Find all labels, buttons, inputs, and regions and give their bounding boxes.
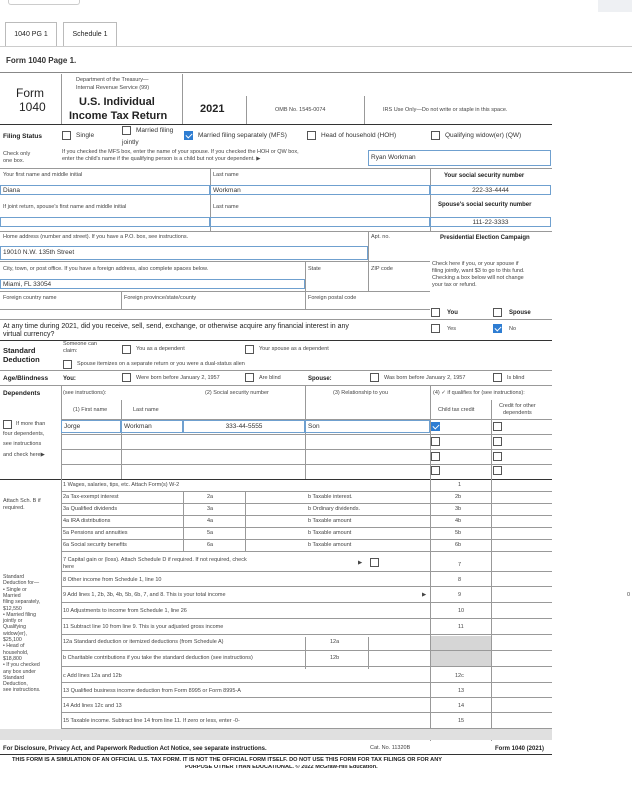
age-blindness-label: Age/Blindness: [3, 375, 49, 382]
sd-sidebar-line: Standard: [3, 574, 25, 580]
line-l6a-label: 6a Social security benefits: [63, 542, 127, 548]
sd-sidebar-line: Married: [3, 592, 21, 599]
spouse-dependent-checkbox[interactable]: [245, 345, 254, 354]
line-l12a-number: 12a: [330, 639, 340, 645]
attach-sch-b-1: Attach Sch. B if: [3, 498, 41, 504]
form-title-2: Income Tax Return: [69, 110, 168, 122]
line-l12c-rule: [61, 682, 552, 683]
address-label: Home address (number and street). If you have a P.O. box, see instructions.: [3, 234, 189, 240]
pec-spouse-checkbox[interactable]: [493, 308, 502, 317]
last-name-field[interactable]: Workman: [210, 185, 430, 195]
hoh-checkbox[interactable]: [307, 131, 316, 140]
dep-col-cod-1: Credit for other: [499, 403, 536, 409]
sd-sidebar-line: • If you checked: [3, 662, 40, 669]
presidential-campaign-label: Presidential Election Campaign: [440, 235, 530, 241]
you-dependent-checkbox[interactable]: [122, 345, 131, 354]
tab-schedule-1[interactable]: Schedule 1: [63, 22, 117, 46]
spouse-last-label: Last name: [213, 204, 239, 210]
line-l11-number: 11: [458, 624, 464, 630]
line-l12a-label: 12a Standard deduction or itemized deductions (from Schedule A): [63, 639, 224, 645]
dependents-see: (see instructions):: [63, 390, 107, 396]
line-l13-number: 13: [458, 688, 465, 694]
someone-can-claim-2: claim:: [63, 348, 78, 354]
simulation-notice-2: PURPOSE OTHER THAN EDUCATIONAL. © 2022 McGraw-Hill Education.: [185, 765, 378, 770]
virtual-currency-question-2: virtual currency?: [3, 331, 55, 338]
sd-sidebar-line: widow(er),: [3, 630, 27, 637]
line-l12b-rule: [61, 666, 552, 667]
line-7-here: here: [63, 564, 75, 570]
age-you-label: You:: [63, 376, 76, 382]
dep-col-ssn: (2) Social security number: [205, 390, 269, 396]
sd-sidebar-line: Deduction,: [3, 681, 28, 688]
tax-year: 2021: [200, 103, 225, 115]
line-l4b-number: 4b: [455, 518, 462, 524]
line-l11-rule: [61, 634, 552, 635]
you-blind-label: Are blind: [259, 375, 281, 381]
line-l2b-number: 2b: [455, 494, 462, 500]
address-field[interactable]: 19010 N.W. 135th Street: [0, 246, 368, 260]
omb-number: OMB No. 1545-0074: [275, 107, 326, 113]
more-dependents-3: see instructions: [3, 441, 42, 447]
line-l13-label: 13 Qualified business income deduction from Form 8995 or Form 8995-A: [63, 688, 241, 694]
line-7-number: 7: [458, 562, 462, 568]
line-l9-rule: [61, 602, 552, 603]
line-l5b-label: b Taxable amount: [308, 530, 352, 536]
dep2-cod-checkbox[interactable]: [493, 437, 502, 446]
line-l14-number: 14: [458, 703, 465, 709]
line-l13-rule: [61, 697, 552, 698]
spouse-blind-label: Is blind: [507, 375, 525, 381]
more-dependents-checkbox[interactable]: [3, 420, 12, 429]
single-checkbox[interactable]: [62, 131, 71, 140]
line-l1-label: 1 Wages, salaries, tips, etc. Attach Form(s) W-2: [63, 482, 180, 488]
line-l14-label: 14 Add lines 12c and 13: [63, 703, 122, 709]
you-blind-checkbox[interactable]: [245, 373, 254, 382]
check-only: Check only: [3, 151, 31, 157]
mfs-note-1: If you checked the MFS box, enter the name of your spouse. If you checked the HOH or QW box,: [62, 149, 299, 155]
form-title-1: U.S. Individual: [79, 96, 155, 108]
line-l12a-rule: [61, 650, 552, 651]
shaded-12a-12b: [431, 636, 491, 667]
dep-col-last: Last name: [133, 407, 159, 413]
city-field[interactable]: Miami, FL 33054: [0, 279, 305, 289]
spouse-first-label: If joint return, spouse's first name and middle initial: [3, 204, 127, 210]
dep-col-ctc: Child tax credit: [438, 407, 475, 413]
irs-label: Internal Revenue Service (99): [76, 85, 150, 91]
dep1-ssn[interactable]: 333-44-5555: [183, 420, 305, 433]
dep4-ctc-checkbox[interactable]: [431, 466, 440, 475]
more-dependents-1: If more than: [16, 421, 46, 427]
pec-spouse-label: Spouse: [509, 310, 531, 316]
spouse-name-field[interactable]: Ryan Workman: [368, 150, 551, 166]
line-l7-label: 7 Capital gain or (loss). Attach Schedule D if required. If not required, check: [63, 557, 247, 563]
line-l7-rule: [61, 571, 552, 572]
line-l12c-label: c Add lines 12a and 12b: [63, 673, 122, 679]
line-l15-rule: [61, 728, 552, 729]
dep4-cod-checkbox[interactable]: [493, 466, 502, 475]
line-l4a-label: 4a IRA distributions: [63, 518, 111, 524]
dep1-ctc-checkbox[interactable]: [431, 422, 440, 431]
sd-sidebar-line: $12,550: [3, 605, 22, 612]
dep1-first[interactable]: Jorge: [61, 420, 121, 433]
dependents-label: Dependents: [3, 390, 41, 397]
line-l5a-rule: [61, 539, 552, 540]
line-l5b-number: 5b: [455, 530, 462, 536]
line-9-arrow: ▶: [422, 592, 427, 598]
line-l8-label: 8 Other income from Schedule 1, line 10: [63, 577, 162, 583]
mfj-label-1: Married filing: [136, 127, 174, 134]
sd-sidebar-line: filing separately,: [3, 599, 41, 606]
sd-sidebar-line: jointly or: [3, 618, 23, 625]
footer-form-year: Form 1040 (2021): [495, 746, 545, 752]
dept-label: Department of the Treasury—: [76, 77, 149, 83]
hoh-label: Head of household (HOH): [321, 132, 397, 139]
line-l12c-number: 12c: [455, 673, 464, 679]
line-l10-rule: [61, 618, 552, 619]
line-l4a-rule: [61, 527, 552, 528]
virtual-yes-checkbox[interactable]: [431, 324, 440, 333]
simulation-notice-1: THIS FORM IS A SIMULATION OF AN OFFICIAL U.S. TAX FORM. IT IS NOT THE OFFICIAL FORM ITSELF. DO NOT USE THIS FORM FOR TAX FILINGS OR FOR ANY: [12, 757, 442, 763]
top-right-gray: [598, 0, 632, 12]
page-heading: Form 1040 Page 1.: [6, 56, 77, 65]
line-l9-label: 9 Add lines 1, 2b, 3b, 4b, 5b, 6b, 7, and 8. This is your total income: [63, 592, 226, 598]
line-l9-number: 9: [458, 592, 462, 598]
line-l3b-label: b Ordinary dividends.: [308, 506, 360, 512]
more-dependents-4: and check here▶: [3, 452, 45, 458]
attach-sch-b-2: required.: [3, 505, 25, 511]
dep1-cod-checkbox[interactable]: [493, 422, 502, 431]
sd-sidebar-line: see instructions.: [3, 687, 41, 694]
line-l2a-label: 2a Tax-exempt interest: [63, 494, 119, 500]
ssn-field[interactable]: 222-33-4444: [430, 185, 551, 195]
sd-sidebar-line: Deduction for—: [3, 580, 40, 587]
line-9-value: 0: [627, 592, 631, 598]
tab-1040-pg1[interactable]: 1040 PG 1: [5, 22, 57, 46]
mfs-note-2: enter the child's name if the qualifying person is a child but not your dependent. ▶: [62, 156, 261, 162]
top-left-tab-remnant[interactable]: [8, 0, 80, 5]
spouse-first-field[interactable]: [0, 217, 210, 227]
dep1-last[interactable]: Workman: [121, 420, 183, 433]
line-l1-rule: [61, 491, 552, 492]
sd-sidebar-line: $18,800: [3, 655, 22, 662]
top-bar: [0, 0, 632, 14]
you-born-before-checkbox[interactable]: [122, 373, 131, 382]
mfs-checkbox[interactable]: [184, 131, 193, 140]
line-l12b-label: b Charitable contributions if you take the standard deduction (see instructions): [63, 655, 253, 661]
dep2-ctc-checkbox[interactable]: [431, 437, 440, 446]
sd-sidebar-line: • Head of: [3, 643, 25, 650]
foreign-country-label: Foreign country name: [3, 295, 57, 301]
spouse-born-before-label: Was born before January 2, 1957: [384, 375, 466, 381]
form-label: Form: [16, 86, 44, 100]
virtual-no-checkbox[interactable]: [493, 324, 502, 333]
mfs-label: Married filing separately (MFS): [198, 132, 287, 139]
mfj-checkbox[interactable]: [122, 126, 131, 135]
shaded-footer-bar: [0, 729, 552, 740]
spouse-last-field[interactable]: [210, 217, 430, 227]
spouse-dependent-label: Your spouse as a dependent: [259, 346, 329, 352]
spouse-born-before-checkbox[interactable]: [370, 373, 379, 382]
first-name-field[interactable]: Diana: [0, 185, 210, 195]
pec-you-checkbox[interactable]: [431, 308, 440, 317]
spouse-ssn-field[interactable]: 111-22-3333: [430, 217, 551, 227]
dep1-relationship[interactable]: Son: [305, 420, 430, 433]
line-l3a-label: 3a Qualified dividends: [63, 506, 118, 512]
ssn-label: Your social security number: [444, 173, 525, 179]
standard-label-1: Standard: [3, 346, 36, 355]
dep-col-first: (1) First name: [73, 407, 108, 413]
line-l10-number: 10: [458, 608, 465, 614]
last-name-label: Last name: [213, 172, 239, 178]
pec-note-4: your tax or refund.: [432, 282, 477, 288]
line-l4a-number: 4a: [207, 518, 214, 524]
line-l6b-label: b Taxable amount: [308, 542, 352, 548]
footer-disclosure: For Disclosure, Privacy Act, and Paperwork Reduction Act Notice, see separate instructions.: [3, 746, 267, 752]
sd-sidebar-line: Qualifying: [3, 624, 27, 631]
line-l15-number: 15: [458, 718, 465, 724]
line-7-checkbox[interactable]: [370, 558, 379, 567]
virtual-yes-label: Yes: [447, 326, 456, 332]
zip-label: ZIP code: [371, 266, 393, 272]
spouse-itemizes-label: Spouse itemizes on a separate return or you were a dual-status alien: [77, 361, 245, 367]
line-l3a-number: 3a: [207, 506, 214, 512]
foreign-province-label: Foreign province/state/county: [124, 295, 197, 301]
spouse-blind-checkbox[interactable]: [493, 373, 502, 382]
sd-sidebar-line: household,: [3, 649, 29, 656]
line-l11-label: 11 Subtract line 10 from line 9. This is your adjusted gross income: [63, 624, 224, 630]
line-l2a-rule: [61, 503, 552, 504]
apt-label: Apt. no.: [371, 234, 390, 240]
sd-sidebar-line: • Single or: [3, 586, 27, 593]
dep3-cod-checkbox[interactable]: [493, 452, 502, 461]
you-born-before-label: Were born before January 2, 1957: [136, 375, 220, 381]
pec-you-label: You: [447, 310, 458, 316]
line-l8-rule: [61, 586, 552, 587]
line-l12b-number: 12b: [330, 655, 340, 661]
first-name-label: Your first name and middle initial: [3, 172, 83, 178]
standard-label-2: Deduction: [3, 355, 40, 364]
line-l10-label: 10 Adjustments to income from Schedule 1, line 26: [63, 608, 187, 614]
state-label: State: [308, 266, 321, 272]
line-l15-label: 15 Taxable income. Subtract line 14 from line 11. If zero or less, enter -0-: [63, 718, 240, 724]
foreign-postal-label: Foreign postal code: [308, 295, 357, 301]
line-l4b-label: b Taxable amount: [308, 518, 352, 524]
line-l2b-label: b Taxable interest.: [308, 494, 353, 500]
qw-label: Qualifying widow(er) (QW): [445, 132, 522, 139]
virtual-no-label: No: [509, 326, 517, 332]
pec-note-2: filing jointly, want $3 to go to this fund.: [432, 268, 525, 274]
filing-status-label: Filing Status: [3, 133, 42, 140]
someone-can-claim-1: Someone can: [63, 341, 97, 347]
line-l8-number: 8: [458, 577, 462, 583]
form-number: 1040: [19, 100, 46, 114]
you-dependent-label: You as a dependent: [136, 346, 185, 352]
line-l5a-label: 5a Pensions and annuities: [63, 530, 128, 536]
sd-sidebar-line: • Married filing: [3, 611, 36, 618]
footer-cat-no: Cat. No. 11320B: [370, 745, 411, 751]
irs-use-only: IRS Use Only—Do not write or staple in this space.: [383, 107, 508, 113]
line-l3a-rule: [61, 515, 552, 516]
dep3-ctc-checkbox[interactable]: [431, 452, 440, 461]
line-7-arrow: ▶: [358, 560, 363, 566]
spouse-ssn-label: Spouse's social security number: [438, 202, 532, 208]
sd-sidebar-line: any box under: [3, 668, 36, 675]
line-l1-number: 1: [458, 482, 462, 488]
line-l5a-number: 5a: [207, 530, 214, 536]
pec-note-3: Checking a box below will not change: [432, 275, 524, 281]
line-l14-rule: [61, 712, 552, 713]
single-label: Single: [76, 132, 95, 139]
sd-sidebar-line: $25,100: [3, 637, 22, 643]
age-spouse-label: Spouse:: [308, 376, 332, 382]
mfj-label-2: jointly: [122, 139, 139, 146]
more-dependents-2: four dependents,: [3, 431, 45, 437]
dep-col-qualifies: (4) ✓ if qualifies for (see instructions):: [433, 390, 525, 396]
dep-col-cod-2: dependents: [503, 410, 532, 416]
line-l6b-number: 6b: [455, 542, 462, 548]
line-l6a-rule: [61, 551, 552, 552]
dep-col-relationship: (3) Relationship to you: [333, 390, 389, 396]
line-l2a-number: 2a: [207, 494, 214, 500]
qw-checkbox[interactable]: [431, 131, 440, 140]
sd-sidebar-line: Standard: [3, 674, 25, 681]
spouse-itemizes-checkbox[interactable]: [63, 360, 72, 369]
virtual-currency-question-1: At any time during 2021, did you receive, sell, send, exchange, or otherwise acquire any financial interest in any: [3, 323, 349, 330]
line-l3b-number: 3b: [455, 506, 462, 512]
line-l6a-number: 6a: [207, 542, 214, 548]
city-label: City, town, or post office. If you have a foreign address, also complete spaces below.: [3, 266, 209, 272]
one-box: one box.: [3, 158, 25, 164]
pec-note-1: Check here if you, or your spouse if: [432, 261, 519, 267]
